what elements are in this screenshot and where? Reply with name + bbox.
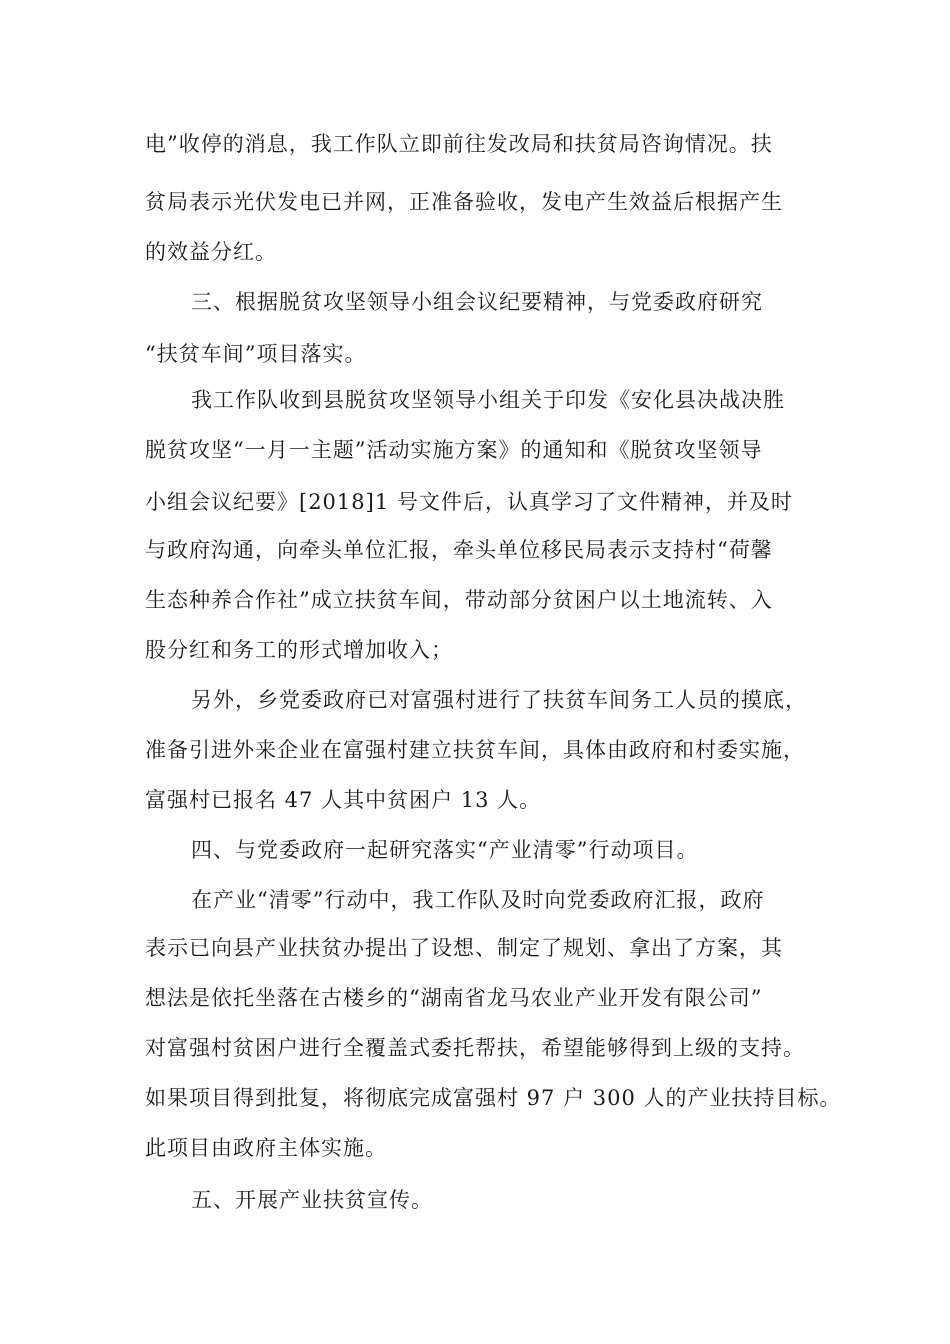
paragraph-line: 贫局表示光伏发电已并网，正准备验收，发电产生效益后根据产生: [145, 190, 783, 214]
paragraph-line: 脱贫攻坚“一月一主题”活动实施方案》的通知和《脱贫攻坚领导: [145, 438, 763, 462]
paragraph-line: 生态种养合作社”成立扶贫车间，带动部分贫困户以土地流转、入: [145, 588, 773, 612]
section-heading-3: 三、根据脱贫攻坚领导小组会议纪要精神，与党委政府研究: [191, 290, 763, 314]
paragraph-line: 想法是依托坐落在古楼乡的“湖南省龙马农业产业开发有限公司”: [145, 986, 763, 1010]
paragraph-line: 与政府沟通，向牵头单位汇报，牵头单位移民局表示支持村“荷馨: [145, 538, 773, 562]
paragraph-line: 此项目由政府主体实施。: [145, 1136, 387, 1160]
section-heading-5: 五、开展产业扶贫宣传。: [191, 1188, 433, 1212]
paragraph-line: 如果项目得到批复，将彻底完成富强村 97 户 300 人的产业扶持目标。: [145, 1086, 842, 1110]
paragraph-line: 我工作队收到县脱贫攻坚领导小组关于印发《安化县决战决胜: [191, 388, 785, 412]
paragraph-line: 小组会议纪要》[2018]1 号文件后，认真学习了文件精神，并及时: [145, 490, 793, 514]
paragraph-line: 另外，乡党委政府已对富强村进行了扶贫车间务工人员的摸底，: [191, 688, 807, 712]
paragraph-line: 的效益分红。: [145, 240, 277, 264]
paragraph-line: 电”收停的消息，我工作队立即前往发改局和扶贫局咨询情况。扶: [145, 132, 773, 156]
paragraph-line: 股分红和务工的形式增加收入；: [145, 638, 453, 662]
paragraph-line: 准备引进外来企业在富强村建立扶贫车间，具体由政府和村委实施，: [145, 738, 805, 762]
paragraph-line: 富强村已报名 47 人其中贫困户 13 人。: [145, 788, 542, 812]
paragraph-line: 在产业“清零”行动中，我工作队及时向党委政府汇报，政府: [191, 888, 765, 912]
paragraph-line: 表示已向县产业扶贫办提出了设想、制定了规划、拿出了方案，其: [145, 936, 783, 960]
paragraph-line: 对富强村贫困户进行全覆盖式委托帮扶，希望能够得到上级的支持。: [145, 1036, 805, 1060]
section-heading-4: 四、与党委政府一起研究落实“产业清零”行动项目。: [191, 838, 699, 862]
section-heading-3-cont: “扶贫车间”项目落实。: [145, 342, 367, 366]
